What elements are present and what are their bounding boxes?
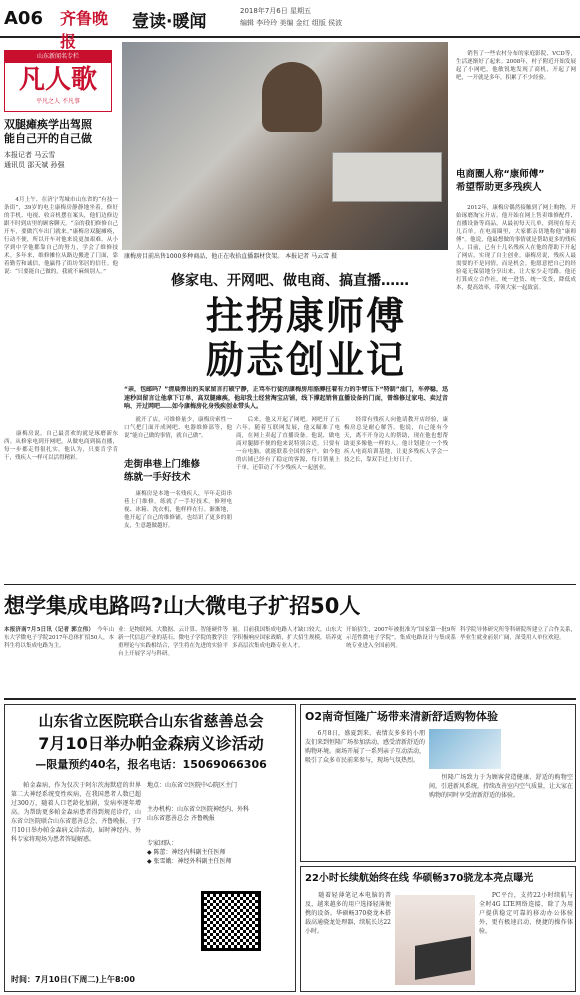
column-name: 凡人歌 bbox=[18, 65, 97, 95]
story-kicker: 修家电、开网吧、做电商、搞直播…… bbox=[171, 273, 409, 289]
laptop-icon bbox=[415, 936, 471, 980]
page-number: A06 bbox=[4, 8, 43, 29]
header-meta bbox=[240, 5, 342, 29]
laptop-ad-body-1: 随着轻薄笔记本电脑的普及，越来越多的用户选择轻薄便携的设备。华硕畅370骁龙本搭载高通骁龙处理器，续航长达22小时。 bbox=[305, 892, 391, 935]
mid-body-text-4: 经常有残疾人向他请教开店经验，康梅房总是耐心解答。他说，自己能有今天，离不开身边人的帮助，现在他也想帮助更多像他一样的人。他计划建立一个残疾人电商培训基地，让更多残疾人学会一技之长，靠双手过上好日子。 bbox=[344, 417, 448, 463]
headline-line-1: 拄拐康师傅 bbox=[205, 294, 406, 338]
hospital-ad-place: 地点：山东省立医院中心院区主门 bbox=[147, 782, 238, 789]
story2-headline: 想学集成电路吗?山大微电子扩招50人 bbox=[4, 594, 361, 618]
issue-date: 2018年7月6日 星期五 bbox=[240, 7, 311, 15]
mid-body-text-1: 就开了店，可维修量少，康梅房索性一口气把门面开成网吧、电器维修部等，他说“能自己做的事情，就自己做”。 bbox=[124, 417, 232, 439]
laptop-ad-title: 22小时长续航始终在线 华硕畅370骁龙本亮点曝光 bbox=[305, 873, 534, 884]
mall-ad-body-1: 6月8日，盛夏到来，表情友多多的小朋友们来到恒隆广场参加活动，感受清新舒适的购物环境。商场开展了一系列亲子互动活动，吸引了众多市民前来参与，现场气氛热烈。 bbox=[305, 730, 425, 764]
headline-line-2: 励志创业记 bbox=[205, 338, 406, 382]
section-title: 壹读·暖闻 bbox=[132, 12, 207, 32]
photo-caption: 康梅房目前出售1000多种商品，他正在收拾直播器材货架。 本报记者 马云雪 摄 bbox=[124, 253, 337, 260]
column-banner bbox=[4, 50, 112, 112]
person-figure bbox=[262, 62, 322, 132]
hospital-ad-phone[interactable]: —限量预约40名，报名电话：15069066306 bbox=[35, 758, 267, 771]
mall-ad-title: O2南奇恒隆广场带来清新舒适购物体验 bbox=[305, 710, 499, 723]
mid-body-text-3: 后来，他又开起了网吧。网吧开了五六年，随着互联网发展，他又瞄准了电商，在网上卖起了直播设备。他说，做电商对腿脚不便的他来说特别合适，只要有一台电脑，就能联系全国的客户。如今他的店铺已经有了稳定的客源，每月销量上千单，还带动了不少残疾人一起创业。 bbox=[236, 417, 340, 471]
laptop-ad bbox=[300, 866, 576, 992]
newspaper-logo: 齐鲁晚报 bbox=[60, 9, 109, 51]
qr-code-icon[interactable] bbox=[201, 891, 261, 951]
right-subhead: 电商圈人称“康师傅” 希望帮助更多残疾人 bbox=[456, 169, 545, 193]
story2-col-2: 业：是物联网、大数据、云计算、智能硬件等新一代信息产业的基石。微电子学院的教学注重理论与实践相结合，学生将在先进的实验平台上开展学习与科研。 bbox=[118, 627, 228, 657]
page-header bbox=[0, 0, 580, 51]
hospital-ad-experts: 专家团队： ◆ 陈蕾：神经内科副主任医师 ◆ 张雪娥：神经外科副主任医师 bbox=[147, 840, 232, 865]
story2-col-4: 开始招生，2007年被批准为“国家第一批9所示范性微电子学院”，集成电路设计与集成系统专业进入全国前列。 bbox=[346, 627, 456, 649]
column-slogan: 平凡之人 不凡事 bbox=[36, 98, 80, 105]
story2-dateline: 本报济南7月5日讯（记者 郭立伟） bbox=[4, 627, 92, 633]
left-body-text: 4月上午，在济宁驾城市山东省的“有技一条街”，39岁的电主康梅房静静地坐着，修好的手机、电视、收音机摆在案头，他们边修边跟不时到店里的顾客聊天。“亲的我们修修自己开车，要做汽车出门就来。”康梅房双腿瘫痪，行动不便，所以开车对他来说更加艰难。从小学到中学他都靠自己的努力，学会了维修技术。多年来，维修摊位从路边搬进了门面，靠着勤劳和诚信，他赢得了街坊邻居的信任。他说：“只要能自己做的，我就不麻烦别人。” bbox=[4, 197, 118, 275]
story2-col-5: 科学院导体研究所等科研院所建立了合作关系，毕业生就业前景广阔，深受用人单位欢迎。 bbox=[460, 627, 576, 641]
equipment-shelf bbox=[332, 152, 442, 202]
laptop-ad-image bbox=[395, 895, 475, 985]
story-lead: “亲，包邮吗？”清晨弹出的买家留言打破宁静，正骂车行徒的康梅房用胳膊拄着有力的手臂压下“特制”油门，车停稳，迅速秒回留言让他拿下订单，高双腿瘫痪，他却我土经营淘宝店铺，线下撑起销售直播设备的门面，曾维修过家电、卖过音响、开过网吧……如今康梅房化身残疾创业带头人。 bbox=[124, 386, 448, 410]
story2-col-3: 量。目前我国集成电路人才缺口较大，山东大学积极响应国家战略，扩大招生规模，培养更多高层次集成电路专业人才。 bbox=[232, 627, 342, 649]
subhead-1: 走街串巷上门维修 练就一手好技术 bbox=[124, 459, 201, 483]
right-body-text-1: 销售了一些农村分布的家庭影院、VCD等，生活逐渐好了起来。2008年，村子附近开始发展起了小网吧，他敏锐地发现了商机，开起了网吧，一开就是多年，积累了不少经验。 bbox=[456, 51, 576, 81]
right-body-text-2: 2012年，康梅房偶然接触到了网上购物，开始琢磨淘宝开店。他开始在网上售卖维修配件、直播设备等商品，从最初每天几单，到现在每天几百单。在电商圈里，大家都亲切地称他“康师傅”。他说，他最想做的事情就是帮助更多的残疾人。目前，已有十几名残疾人在他的帮助下开起了网店，实现了自主创业。康梅房说，残疾人最需要的不是同情，而是机会。他愿意把自己的经验毫无保留地分享出来，让大家少走弯路。他还打算成立合作社，统一进货、统一发货，降低成本，提高效率，带领大家一起致富。 bbox=[456, 205, 576, 291]
hospital-ad-time: 时间：7月10日(下周二)上午8:00 bbox=[11, 975, 135, 984]
column-article-title: 双腿瘫痪学出驾照 能自己开的自己做 bbox=[4, 118, 92, 145]
column-byline: 本报记者 马云雪 通讯员 邵天斌 孙强 bbox=[4, 151, 65, 169]
mall-ad-image bbox=[429, 729, 501, 769]
column-tag: 山东新闻名专栏 bbox=[5, 51, 111, 63]
section-divider bbox=[4, 584, 576, 585]
left-body-text-2: 康梅房说，自己最喜欢的就是琢磨新东西。从修家电到开网吧，从做电商到搞直播，每一步都走得很扎实。他认为，只要肯学肯干，残疾人一样可以活得精彩。 bbox=[4, 431, 118, 461]
story2-col-1: 本报济南7月5日讯（记者 郭立伟） 今年山东大学微电子学院2017年总体扩招50人，本科生将以集成电路为主。 bbox=[4, 627, 114, 649]
mid-body-text-2: 康梅房是本地一名残疾人，早年走街串巷上门维修，练就了一手好技术。修理电视、冰箱、洗衣机，他样样在行。渐渐地，他开起了自己的维修铺，也结识了更多的朋友，生意越做越好。 bbox=[124, 491, 232, 529]
mall-ad bbox=[300, 704, 576, 862]
mall-ad-body-2: 恒隆广场致力于为顾客营造健康、舒适的购物空间，引进新风系统，持续改善室内空气质量，让大家在购物的同时享受清新舒适的体验。 bbox=[429, 774, 573, 799]
hospital-ad-title-1: 山东省立医院联合山东省慈善总会 bbox=[38, 712, 264, 730]
hospital-ad-title-2: 7月10日举办帕金森病义诊活动 bbox=[38, 734, 264, 753]
main-photo bbox=[122, 42, 448, 250]
hospital-ad bbox=[4, 704, 296, 992]
ads-divider bbox=[4, 698, 576, 700]
laptop-ad-body-2: PC平台，支持22小时续航与全时4G LTE网络连接，除了为用户提供稳定可靠的移动办公体验外，更有极速启动、便捷的操作体验。 bbox=[479, 892, 573, 935]
editor-credits: 编辑 李玲玲 美编 金红 组版 侯波 bbox=[240, 19, 343, 27]
hospital-ad-sponsors: 主办机构：山东省立医院神经内、外科 山东省慈善总会 齐鲁晚报 bbox=[147, 806, 250, 822]
hospital-ad-body: 帕金森病，作为仅次于阿尔茨海默症的世界第二大神经系统变性疾病，在我国患者人数已超过300万，随着人口老龄化加剧，发病率逐年增高。为帮助更多帕金森病患者得到规范诊疗，山东省立医院联合山东省慈善总会、齐鲁晚报，于7月10日举办帕金森病义诊活动，届时神经内、外科专家将现场为患者答疑解惑。 bbox=[11, 782, 141, 843]
